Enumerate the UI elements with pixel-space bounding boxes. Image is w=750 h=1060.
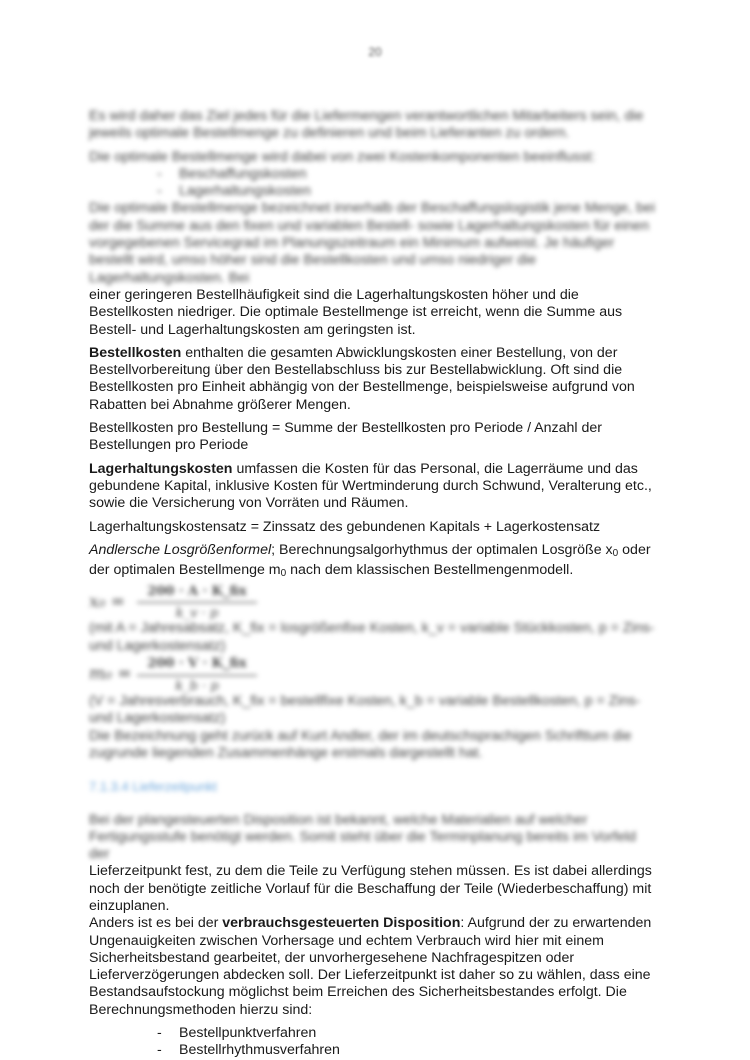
andler-text-b: oder der optimalen Bestellmenge m [89, 541, 651, 579]
lagerhaltung-formula: Lagerhaltungskostensatz = Zinssatz des gebundenen Kapitals + Lagerkostensatz [89, 518, 601, 535]
lagerhaltung-term: Lagerhaltungskosten [89, 460, 233, 477]
formula-fraction [137, 655, 257, 695]
bestellkosten-formula: Bestellkosten pro Bestellung = Summe der Bestellkosten pro Periode / Anzahl der Bestellungen pro Periode [89, 420, 603, 454]
formula-x0-legend: (mit A = Jahresabsatz, K_fix = losgrößenfixe Kosten, k_v = variable Stückkosten, p = Zins- und Lagerkostensatz) [89, 620, 655, 654]
plan-disposition-paragraph: Bei der plangesteuerten Disposition ist bekannt, welche Materialien auf welcher Fertigungsstufe benötigt werden. Somit steht über die Terminplanung bereits im Vorfeld der [89, 811, 637, 863]
formula-numerator: 200 · V · K_fix [147, 656, 247, 672]
subscript: 0 [280, 568, 287, 580]
formula-m0 [89, 657, 657, 693]
list-item: - Lagerhaltungskosten [157, 183, 657, 200]
verbrauch-text: : Aufgrund der zu erwartenden Ungenauigkeiten zwischen Vorhersage und echtem Verbrauch wird hier mit einem Sicherheitsbestand gearbeitet, der unvorhergesehene Nachfragespitzen oder Lieferverzögerungen abdecken soll. Der Lieferzeitpunkt ist daher so zu wählen, dass eine Bestandsaufstockung möglichst beim Erreichen des Sicherheitsbestandes erfolgt. Die Berechnungsmethoden hierzu sind: [89, 915, 652, 1018]
plan-disposition-tail: Lieferzeitpunkt fest, zu dem die Teile zu Verfügung stehen müssen. Es ist dabei allerdings noch der benötigte zeitliche Vorlauf für die Beschaffung der Teile (Wiederbeschaffung) mit einzuplanen. [89, 863, 652, 914]
definition-paragraph: Die optimale Bestellmenge bezeichnet innerhalb der Beschaffungslogistik jene Menge, bei der die Summe aus den fixen und variablen Bestell- sowie Lagerhaltungskosten für einen vorgegebenen Servicegrad im Planungszeitraum ein Minimum aufweist. Je häufiger bestellt wird, umso höher sind die Bestellkosten und umso niedriger die Lagerhaltungskosten. Bei [89, 200, 656, 286]
andler-paragraph [89, 542, 657, 583]
andler-text-a: ; Berechnungsalgorhythmus der optimalen Losgröße x [271, 541, 613, 558]
components-list [89, 166, 657, 201]
formula-lhs: x₀ = [89, 591, 126, 612]
andler-origin: Die Bezeichnung geht zurück auf Kurt Andler, der im deutschsprachigen Schrifttum die zugrunde liegenden Zusammenhänge erstmals dargestellt hat. [89, 727, 632, 761]
formula-numerator: 200 · A · K_fix [147, 583, 247, 599]
formula-denominator: k_b · p [175, 678, 219, 694]
formula-x0 [89, 584, 657, 620]
section-heading: 7.1.3.4 Lieferzeitpunkt [89, 779, 217, 795]
formula-m0-legend: (V = Jahresverbrauch, K_fix = bestellfixe Kosten, k_b = variable Bestellkosten, p = Zins- und Lagerkostensatz) [89, 693, 641, 727]
page-number: 20 [368, 45, 382, 59]
definition-tail: einer geringeren Bestellhäufigkeit sind die Lagerhaltungskosten höher und die Bestellkosten niedriger. Die optimale Bestellmenge ist erreicht, wenn die Summe aus Bestell- und Lagerhaltungskosten am geringsten ist. [89, 286, 623, 338]
bestellkosten-term: Bestellkosten [89, 344, 182, 361]
intro-paragraph: Es wird daher das Ziel jedes für die Liefermengen verantwortlichen Mitarbeiters sein, die jeweils optimale Bestellmenge zu definieren und beim Lieferanten zu ordern. [89, 108, 644, 142]
andler-text-c: nach dem klassischen Bestellmengenmodell. [286, 562, 574, 579]
list-item: - Beschaffungskosten [157, 166, 657, 183]
formula-denominator: k_v · p [175, 605, 219, 621]
components-intro: Die optimale Bestellmenge wird dabei von zwei Kostenkomponenten beeinflusst: [89, 148, 596, 165]
andler-formulas [89, 584, 657, 762]
bestellkosten-text: enthalten die gesamten Abwicklungskosten einer Bestellung, von der Bestellvorbereitung über den Bestellabschluss bis zur Bestellabwicklung. Oft sind die Bestellkosten pro Einheit abhängig von der Bestellmenge, beispielsweise aufgrund von Rabatten bei Abnahme größerer Mengen. [89, 344, 635, 413]
list-item: - Bestellrhythmusverfahren [157, 1042, 657, 1059]
lagerhaltung-text: umfassen die Kosten für das Personal, die Lagerräume und das gebundene Kapital, inklusive Kosten für Wertminderung durch Schwund, Veralterung etc., sowie die Versicherung von Vorräten und Räumen. [89, 460, 652, 512]
bestellkosten-paragraph [89, 345, 657, 414]
formula-fraction [137, 583, 257, 623]
verbrauch-term: verbrauchsgesteuerten Disposition [222, 915, 461, 932]
andler-term: Andlersche Losgrößenformel [89, 541, 272, 558]
list-item: - Bestellpunktverfahren [157, 1025, 657, 1042]
methods-list [89, 1025, 657, 1060]
formula-lhs: m₀ = [89, 664, 132, 685]
lagerhaltung-paragraph [89, 461, 657, 513]
subscript: 0 [612, 547, 619, 559]
page-body [89, 108, 657, 1060]
verbrauch-prefix: Anders ist es bei der [89, 915, 223, 932]
verbrauch-paragraph [89, 915, 657, 1019]
